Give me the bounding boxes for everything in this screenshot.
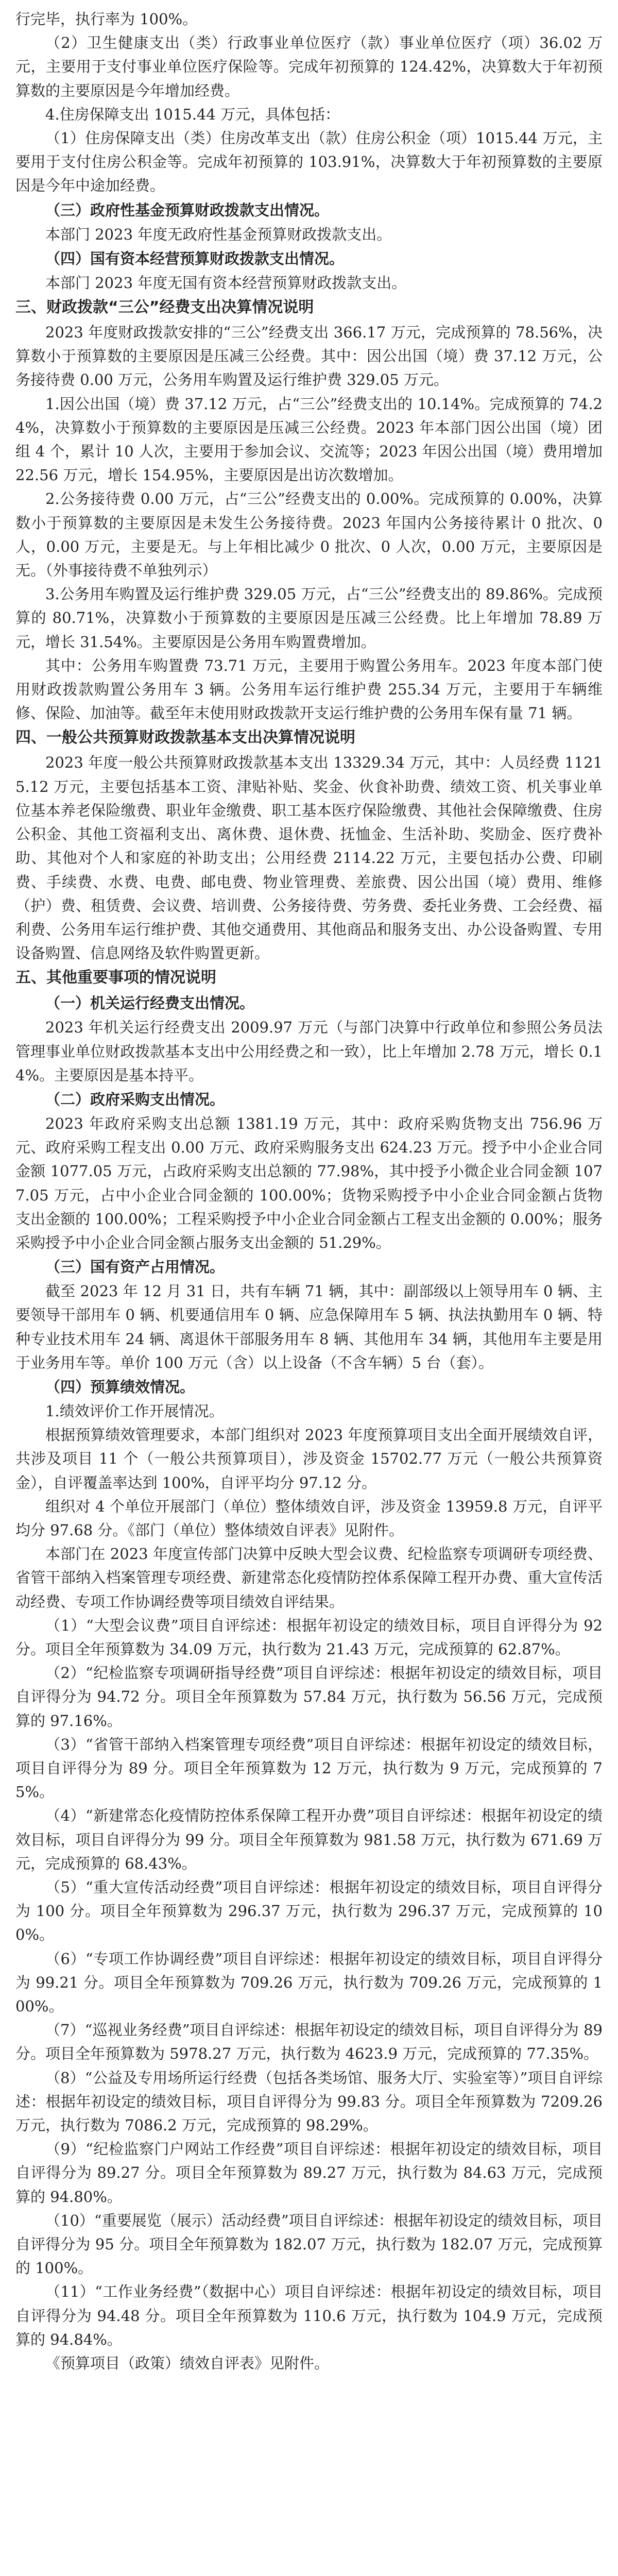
- body-paragraph: （11）“工作业务经费”（数据中心）项目自评综述：根据年初设定的绩效目标，项目自评得分为 94.48 分。项目全年预算数为 110.6 万元，执行数为 104.9 万元，完成预算的 94.84%。: [15, 2283, 603, 2348]
- body-paragraph: 3.公务用车购置及运行维护费 329.05 万元，占“三公”经费支出的 89.86%。完成预算的 80.71%，决算数小于预算数的主要原因是压减三公经费。比上年增加 78.89 万元，增长 31.54%。主要原因是公务用车购置费增加。: [15, 585, 603, 651]
- body-paragraph: 本部门 2023 年度无政府性基金预算财政拨款支出。: [45, 225, 392, 243]
- section-heading: 三、财政拨款“三公”经费支出决算情况说明: [15, 298, 314, 317]
- body-paragraph: （2）卫生健康支出（类）行政事业单位医疗（款）事业单位医疗（项）36.02 万元，主要用于支付事业单位医疗保险等。完成年初预算的 124.42%，决算数大于年初预算数的主要原因是今年增加经费。: [15, 34, 603, 99]
- body-paragraph: 《预算项目（政策）绩效自评表》见附件。: [45, 2354, 330, 2372]
- body-paragraph: （1）住房保障支出（类）住房改革支出（款）住房公积金（项）1015.44 万元，主要用于支付住房公积金等。完成年初预算的 103.91%，决算数大于年初预算数的主要原因是今年中途加经费。: [15, 129, 603, 195]
- body-paragraph: 2023 年政府采购支出总额 1381.19 万元，其中：政府采购货物支出 756.96 万元、政府采购工程支出 0.00 万元、政府采购服务支出 624.23 万元。授予中小企业合同金额 1077.05 万元，占政府采购支出总额的 77.98%，其中授予小微企业合同金额 1077.05 万元，占中小企业合同金额的 100.00%；货物采购授予中小企业合同金额占货物支出金额的 100.00%；工程采购授予中小企业合同金额占工程支出金额的 0.00%；服务采购授予中小企业合同金额占服务支出金额的 51.29%。: [15, 1114, 603, 1251]
- body-paragraph: （1）“大型会议费”项目自评综述：根据年初设定的绩效目标，项目自评得分为 92 分。项目全年预算数为 34.09 万元，执行数为 21.43 万元，完成预算的 62.87%。: [15, 1616, 603, 1658]
- section-heading: 五、其他重要事项的情况说明: [15, 969, 216, 987]
- body-paragraph: 组织对 4 个单位开展部门（单位）整体绩效自评，涉及资金 13959.8 万元，自评平均分 97.68 分。《部门（单位）整体绩效自评表》见附件。: [15, 1497, 603, 1539]
- body-paragraph: 2.公务接待费 0.00 万元，占“三公”经费支出的 0.00%。完成预算的 0.00%，决算数小于预算数的主要原因是未发生公务接待费。2023 年国内公务接待累计 0 批次、0 人，0.00 万元，主要是无。与上年相比减少 0 批次、0 人次，0.00 万元，主要原因是无。（外事接待费不单独列示）: [15, 490, 603, 580]
- section-heading: 四、一般公共预算财政拨款基本支出决算情况说明: [15, 728, 355, 747]
- subsection-heading: （三）政府性基金预算财政拨款支出情况。: [45, 201, 330, 219]
- body-paragraph: 2023 年度财政拨款安排的“三公”经费支出 366.17 万元，完成预算的 78.56%，决算数小于预算数的主要原因是压减三公经费。其中：因公出国（境）费 37.12 万元，公务接待费 0.00 万元，公务用车购置及运行维护费 329.05 万元。: [15, 324, 603, 389]
- body-paragraph: （6）“专项工作协调经费”项目自评综述：根据年初设定的绩效目标，项目自评得分为 99.21 分。项目全年预算数为 709.26 万元，执行数为 709.26 万元，完成预算的 100%。: [15, 1950, 603, 2015]
- subsection-heading: （三）国有资产占用情况。: [45, 1258, 225, 1276]
- body-paragraph: 1.因公出国（境）费 37.12 万元，占“三公”经费支出的 10.14%。完成预算的 74.24%，决算数小于预算数的主要原因是压减三公经费。2023 年本部门因公出国（境）团组 4 个，累计 10 人次，主要用于参加会议、交流等；2023 年因公出国（境）费用增加 22.56 万元，增长 154.95%，主要原因是出访次数增加。: [15, 395, 603, 484]
- body-paragraph: （10）“重要展览（展示）活动经费”项目自评综述：根据年初设定的绩效目标，项目自评得分为 95 分。项目全年预算数为 182.07 万元，执行数为 182.07 万元，完成预算的 100%。: [15, 2211, 603, 2277]
- subsection-heading: （二）政府采购支出情况。: [45, 1090, 225, 1108]
- body-paragraph: 行完毕，执行率为 100%。: [15, 10, 198, 28]
- body-paragraph: 其中：公务用车购置费 73.71 万元，主要用于购置公务用车。2023 年度本部门使用财政拨款购置公务用车 3 辆。公务用车运行维护费 255.34 万元，主要用于车辆维修、保险、加油等。截至年末使用财政拨款开支运行维护费的公务用车保有量 71 辆。: [15, 656, 603, 722]
- body-paragraph: （8）“公益及专用场所运行经费（包括各类场馆、服务大厅、实验室等）”项目自评综述：根据年初设定的绩效目标，项目自评得分为 99.83 分。项目全年预算数为 7209.26 万元，执行数为 7086.2 万元，完成预算的 98.29%。: [15, 2069, 603, 2134]
- body-paragraph: （3）“省管干部纳入档案管理专项经费”项目自评综述：根据年初设定的绩效目标，项目自评得分为 89 分。项目全年预算数为 12 万元，执行数为 9 万元，完成预算的 75%。: [15, 1735, 603, 1801]
- body-paragraph: 本部门 2023 年度无国有资本经营预算财政拨款支出。: [45, 274, 407, 292]
- body-paragraph: 4.住房保障支出 1015.44 万元，具体包括：: [45, 105, 340, 123]
- body-paragraph: 1.绩效评价工作开展情况。: [45, 1402, 224, 1420]
- body-paragraph: 2023 年机关运行经费支出 2009.97 万元（与部门决算中行政单位和参照公务员法管理事业单位财政拨款基本支出中公用经费之和一致），比上年增加 2.78 万元，增长 0.14%。主要原因是基本持平。: [15, 1019, 603, 1084]
- body-paragraph: 根据预算绩效管理要求，本部门组织对 2023 年度预算项目支出全面开展绩效自评，共涉及项目 11 个（一般公共预算项目），涉及资金 15702.77 万元（一般公共预算资金），自评覆盖率达到 100%，自评平均分 97.12 分。: [15, 1426, 603, 1492]
- subsection-heading: （一）机关运行经费支出情况。: [45, 994, 255, 1012]
- body-paragraph: （4）“新建常态化疫情防控体系保障工程开办费”项目自评综述：根据年初设定的绩效目标，项目自评得分为 99 分。项目全年预算数为 981.58 万元，执行数为 671.69 万元，完成预算的 68.43%。: [15, 1807, 603, 1872]
- body-paragraph: （2）“纪检监察专项调研指导经费”项目自评综述：根据年初设定的绩效目标，项目自评得分为 94.72 分。项目全年预算数为 57.84 万元，执行数为 56.56 万元，完成预算的 97.16%。: [15, 1664, 603, 1730]
- body-paragraph: （9）“纪检监察门户网站工作经费”项目自评综述：根据年初设定的绩效目标，项目自评得分为 89.27 分。项目全年预算数为 89.27 万元，执行数为 84.63 万元，完成预算的 94.80%。: [15, 2140, 603, 2206]
- body-paragraph: 本部门在 2023 年度宣传部门决算中反映大型会议费、纪检监察专项调研专项经费、省管干部纳入档案管理专项经费、新建常态化疫情防控体系保障工程开办费、重大宣传活动经费、专项工作协调经费等项目绩效自评结果。: [15, 1545, 603, 1611]
- body-paragraph: 截至 2023 年 12 月 31 日，共有车辆 71 辆，其中：副部级以上领导用车 0 辆、主要领导干部用车 0 辆、机要通信用车 0 辆、应急保障用车 5 辆、执法执勤用车 0 辆、特种专业技术用车 24 辆、离退休干部服务用车 8 辆、其他用车 34 辆，其他用车主要是用于业务用车等。单价 100 万元（含）以上设备（不含车辆）5 台（套）。: [15, 1282, 603, 1371]
- subsection-heading: （四）国有资本经营预算财政拨款支出情况。: [45, 249, 345, 267]
- subsection-heading: （四）预算绩效情况。: [45, 1378, 195, 1396]
- body-paragraph: 2023 年度一般公共预算财政拨款基本支出 13329.34 万元，其中：人员经费 11215.12 万元，主要包括基本工资、津贴补贴、奖金、伙食补助费、绩效工资、机关事业单位基本养老保险缴费、职业年金缴费、职工基本医疗保险缴费、其他社会保障缴费、住房公积金、其他工资福利支出、离休费、退休费、抚恤金、生活补助、奖励金、医疗费补助、其他对个人和家庭的补助支出；公用经费 2114.22 万元，主要包括办公费、印刷费、手续费、水费、电费、邮电费、物业管理费、差旅费、因公出国（境）费用、维修（护）费、租赁费、会议费、培训费、公务接待费、劳务费、委托业务费、工会经费、福利费、公务用车运行维护费、其他交通费用、其他商品和服务支出、办公设备购置、专用设备购置、信息网络及软件购置更新。: [15, 754, 603, 962]
- body-paragraph: （5）“重大宣传活动经费”项目自评综述：根据年初设定的绩效目标，项目自评得分为 100 分。项目全年预算数为 296.37 万元，执行数为 296.37 万元，完成预算的 100%。: [15, 1878, 603, 1944]
- body-paragraph: （7）“巡视业务经费”项目自评综述：根据年初设定的绩效目标，项目自评得分为 89 分。项目全年预算数为 5978.27 万元，执行数为 4623.9 万元，完成预算的 77.35%。: [15, 2021, 603, 2063]
